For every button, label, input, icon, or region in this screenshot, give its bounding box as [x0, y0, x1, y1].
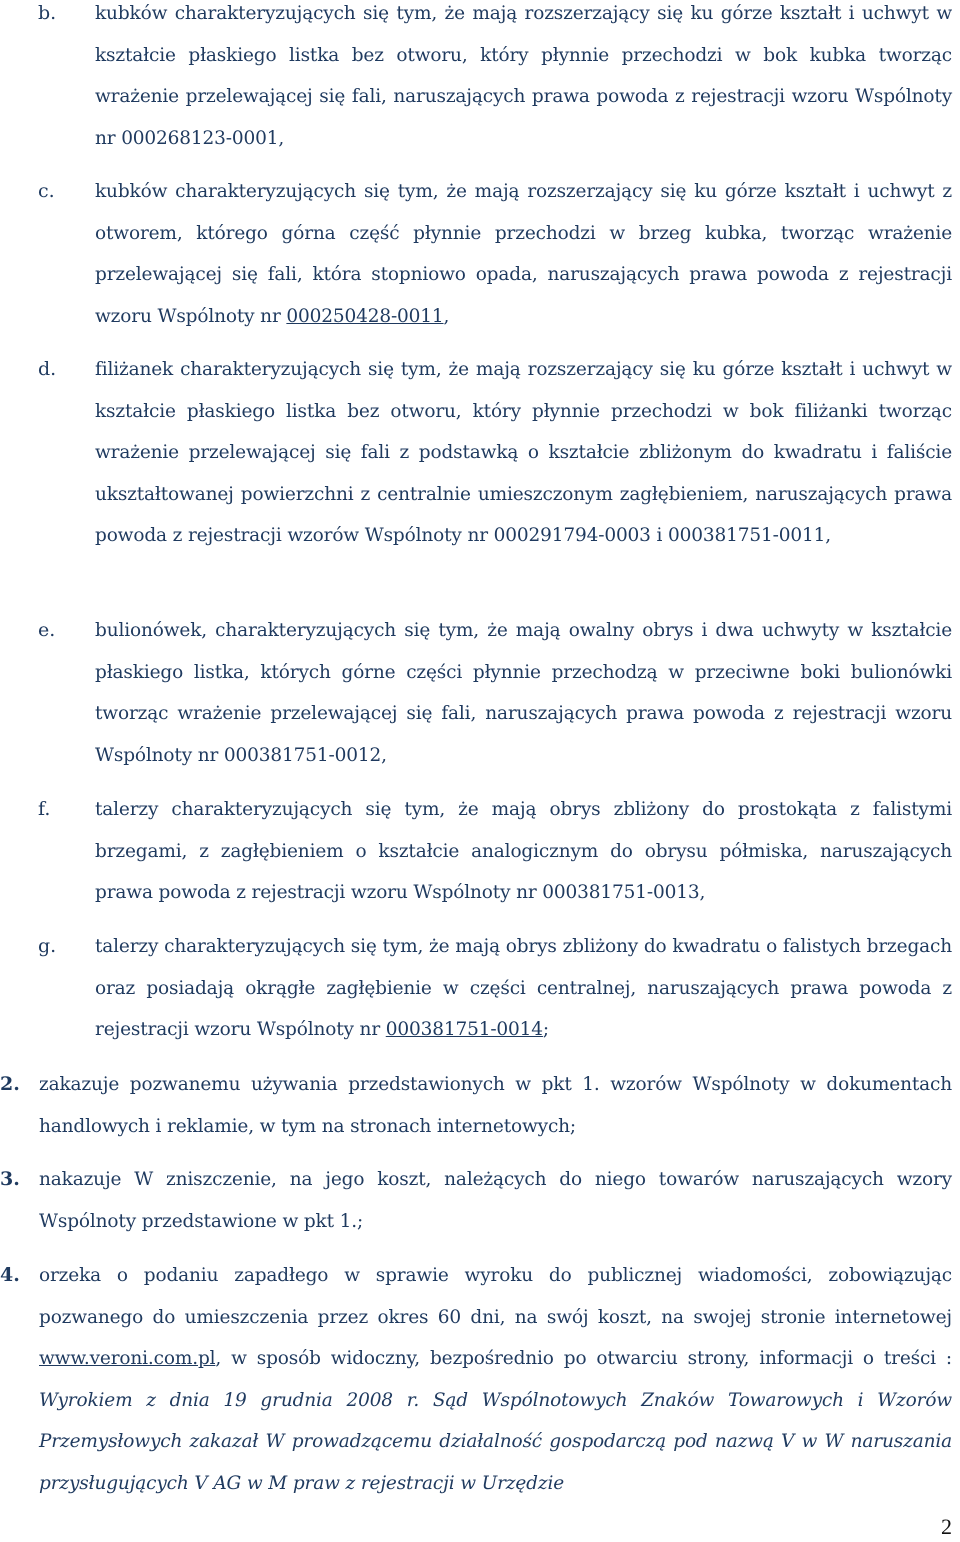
list-item-text	[95, 926, 952, 1051]
list-item-text	[39, 1255, 952, 1504]
list-item-text: bulionówek, charakteryzujących się tym, że mają owalny obrys i dwa uchwyty w kształcie płaskiego listka, których górne części płynnie przechodzą w przeciwne boki bulionówki tworząc wrażenie przelewającej się fali, naruszających prawa powoda z rejestracji wzoru Wspólnoty nr 000381751-0012,	[95, 620, 952, 766]
text-segment: orzeka o podaniu zapadłego w sprawie wyroku do publicznej wiadomości, zobowiązując pozwanego do umieszczenia przez okres 60 dni, na swój koszt, na swojej stronie internetowej	[39, 1265, 952, 1328]
list-marker: f.	[38, 798, 51, 820]
list-marker: c.	[38, 180, 55, 202]
quoted-notice-text: Wyrokiem z dnia 19 grudnia 2008 r. Sąd Wspólnotowych Znaków Towarowych i Wzorów Przemysłowych zakazał W prowadzącemu działalność gospodarczą pod nazwą V w W naruszania przysługujących V AG w M praw z rejestracji w Urzędzie	[39, 1389, 952, 1494]
list-item-text	[95, 171, 952, 337]
list-marker: 3.	[0, 1168, 20, 1190]
list-marker: g.	[38, 935, 57, 957]
registration-number-link[interactable]: 000250428-0011	[286, 305, 444, 327]
website-link[interactable]: www.veroni.com.pl	[39, 1348, 216, 1369]
registration-number-link[interactable]: 000381751-0014	[385, 1019, 543, 1040]
text-segment: ;	[542, 1019, 550, 1040]
list-marker: d.	[38, 358, 57, 380]
text-segment: ,	[443, 305, 450, 327]
list-item-text: kubków charakteryzujących się tym, że mają rozszerzający się ku górze kształt i uchwyt w kształcie płaskiego listka bez otworu, który płynnie przechodzi w bok kubka tworząc wrażenie przelewającej się fali, naruszających prawa powoda z rejestracji wzoru Wspólnoty nr 000268123-0001,	[95, 3, 952, 149]
list-marker: 2.	[0, 1073, 20, 1095]
page-number: 2	[941, 1514, 952, 1539]
list-marker: 4.	[0, 1264, 20, 1286]
text-segment: , w sposób widoczny, bezpośrednio po otwarciu strony, informacji o treści :	[215, 1348, 952, 1369]
list-marker: b.	[38, 2, 57, 24]
list-item-text: filiżanek charakteryzujących się tym, że mają rozszerzający się ku górze kształt i uchwyt w kształcie płaskiego listka bez otworu, który płynnie przechodzi w bok filiżanki tworząc wrażenie przelewającej się fali z podstawką o kształcie zbliżonym do kwadratu i faliście ukształtowanej powierzchni z centralnie umieszczonym zagłębieniem, naruszających prawa powoda z rejestracji wzorów Wspólnoty nr 000291794-0003 i 000381751-0011,	[95, 359, 952, 546]
list-item-text: talerzy charakteryzujących się tym, że mają obrys zbliżony do prostokąta z falistymi brzegami, z zagłębieniem o kształcie analogicznym do obrysu półmiska, naruszających prawa powoda z rejestracji wzoru Wspólnoty nr 000381751-0013,	[95, 799, 952, 903]
list-marker: e.	[38, 619, 56, 641]
list-item-text: zakazuje pozwanemu używania przedstawionych w pkt 1. wzorów Wspólnoty w dokumentach handlowych i reklamie, w tym na stronach internetowych;	[39, 1074, 952, 1137]
text-segment: kubków charakteryzujących się tym, że mają rozszerzający się ku górze kształt i uchwyt z otworem, którego górna część płynnie przechodzi w brzeg kubka, tworząc wrażenie przelewającej się fali, która stopniowo opada, naruszających prawa powoda z rejestracji wzoru Wspólnoty nr	[95, 181, 952, 327]
list-item-text: nakazuje W zniszczenie, na jego koszt, należących do niego towarów naruszających wzory Wspólnoty przedstawione w pkt 1.;	[39, 1169, 952, 1232]
text-segment: talerzy charakteryzujących się tym, że mają obrys zbliżony do kwadratu o falistych brzegach oraz posiadają okrągłe zagłębienie w części centralnej, naruszających prawa powoda z rejestracji wzoru Wspólnoty nr	[95, 936, 952, 1040]
